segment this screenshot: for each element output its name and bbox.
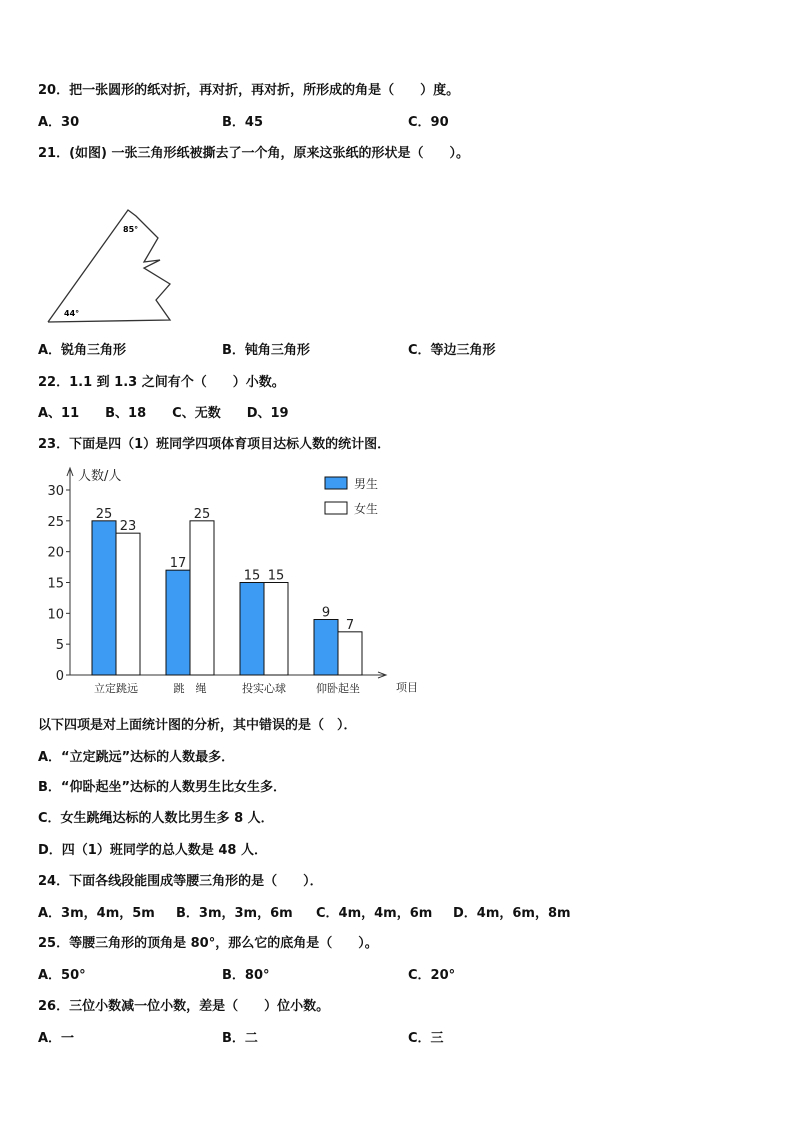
- q24-option-b: B．3m，3m，6m: [176, 906, 293, 921]
- torn-triangle-figure: [40, 204, 180, 329]
- category-label: 跳 绳: [173, 682, 207, 695]
- q24-option-a: A．3m，4m，5m: [38, 906, 155, 921]
- x-axis-title: 项目: [396, 681, 418, 694]
- legend-swatch: [325, 477, 347, 489]
- bar: [190, 521, 214, 675]
- q21-option-c: C．等边三角形: [408, 343, 496, 358]
- q23-option-a: A．“立定跳远”达标的人数最多．: [38, 750, 235, 765]
- sports-bar-chart: [40, 460, 418, 700]
- y-axis-title: 人数/人: [78, 469, 122, 484]
- category-label: 立定跳远: [94, 682, 138, 695]
- y-tick-label: 0: [55, 669, 64, 684]
- category-label: 仰卧起坐: [316, 682, 360, 695]
- q21-option-b: B．钝角三角形: [222, 343, 310, 358]
- bar: [116, 533, 140, 675]
- bar-value-label: 7: [345, 617, 355, 633]
- bar-value-label: 17: [169, 556, 187, 572]
- q21-stem: 21．(如图) 一张三角形纸被撕去了一个角，原来这张纸的形状是（ ）。: [38, 146, 469, 161]
- bar-value-label: 23: [119, 519, 137, 535]
- q23-stem: 23．下面是四（1）班同学四项体育项目达标人数的统计图．: [38, 437, 391, 452]
- y-tick-label: 25: [47, 514, 64, 530]
- q23-question: 以下四项是对上面统计图的分析，其中错误的是（ ）．: [38, 718, 357, 733]
- q23-option-b: B．“仰卧起坐”达标的人数男生比女生多．: [38, 780, 286, 795]
- q25-stem: 25．等腰三角形的顶角是 80°，那么它的底角是（ ）。: [38, 936, 378, 951]
- bar-value-label: 25: [95, 506, 113, 522]
- q22-stem: 22．1.1 到 1.3 之间有个（ ）小数。: [38, 375, 285, 390]
- y-tick-label: 30: [47, 484, 64, 499]
- bar-value-label: 25: [193, 506, 211, 522]
- q22-options: A、11 B、18 C、无数 D、19: [38, 406, 289, 421]
- bar-value-label: 15: [267, 568, 285, 584]
- q20-option-b: B．45: [222, 115, 263, 130]
- bar: [240, 583, 264, 676]
- bar: [92, 521, 116, 675]
- q23-option-c: C．女生跳绳达标的人数比男生多 8 人．: [38, 811, 274, 826]
- q20-option-c: C．90: [408, 115, 449, 130]
- q20-stem: 20．把一张圆形的纸对折，再对折，再对折，所形成的角是（ ）度。: [38, 83, 460, 98]
- y-tick-label: 10: [47, 607, 64, 623]
- bar: [264, 583, 288, 676]
- bar: [338, 632, 362, 675]
- category-label: 投实心球: [242, 682, 286, 695]
- y-tick-label: 5: [55, 638, 64, 654]
- q26-stem: 26．三位小数减一位小数，差是（ ）位小数。: [38, 999, 330, 1014]
- legend-label: 男生: [354, 477, 379, 491]
- legend-label: 女生: [354, 502, 379, 516]
- bar-value-label: 15: [243, 568, 261, 584]
- q24-option-c: C．4m，4m，6m: [316, 906, 433, 921]
- q26-option-c: C．三: [408, 1031, 444, 1046]
- bar: [166, 570, 190, 675]
- q24-stem: 24．下面各线段能围成等腰三角形的是（ ）．: [38, 874, 323, 889]
- triangle-outline: [48, 210, 170, 322]
- legend-swatch: [325, 502, 347, 514]
- y-tick-label: 15: [47, 576, 64, 592]
- angle-label-left: 44°: [64, 309, 80, 318]
- bar-value-label: 9: [321, 605, 331, 621]
- q24-option-d: D．4m，6m，8m: [453, 906, 571, 921]
- q25-option-a: A．50°: [38, 968, 86, 983]
- q23-option-d: D．四（1）班同学的总人数是 48 人．: [38, 843, 267, 858]
- y-tick-label: 20: [47, 545, 64, 561]
- q26-option-a: A．一: [38, 1031, 75, 1046]
- q26-option-b: B．二: [222, 1031, 258, 1046]
- q20-option-a: A．30: [38, 115, 80, 130]
- q21-option-a: A．锐角三角形: [38, 343, 127, 358]
- q25-option-b: B．80°: [222, 968, 270, 983]
- angle-label-top: 85°: [123, 225, 139, 234]
- q25-option-c: C．20°: [408, 968, 456, 983]
- bar: [314, 620, 338, 676]
